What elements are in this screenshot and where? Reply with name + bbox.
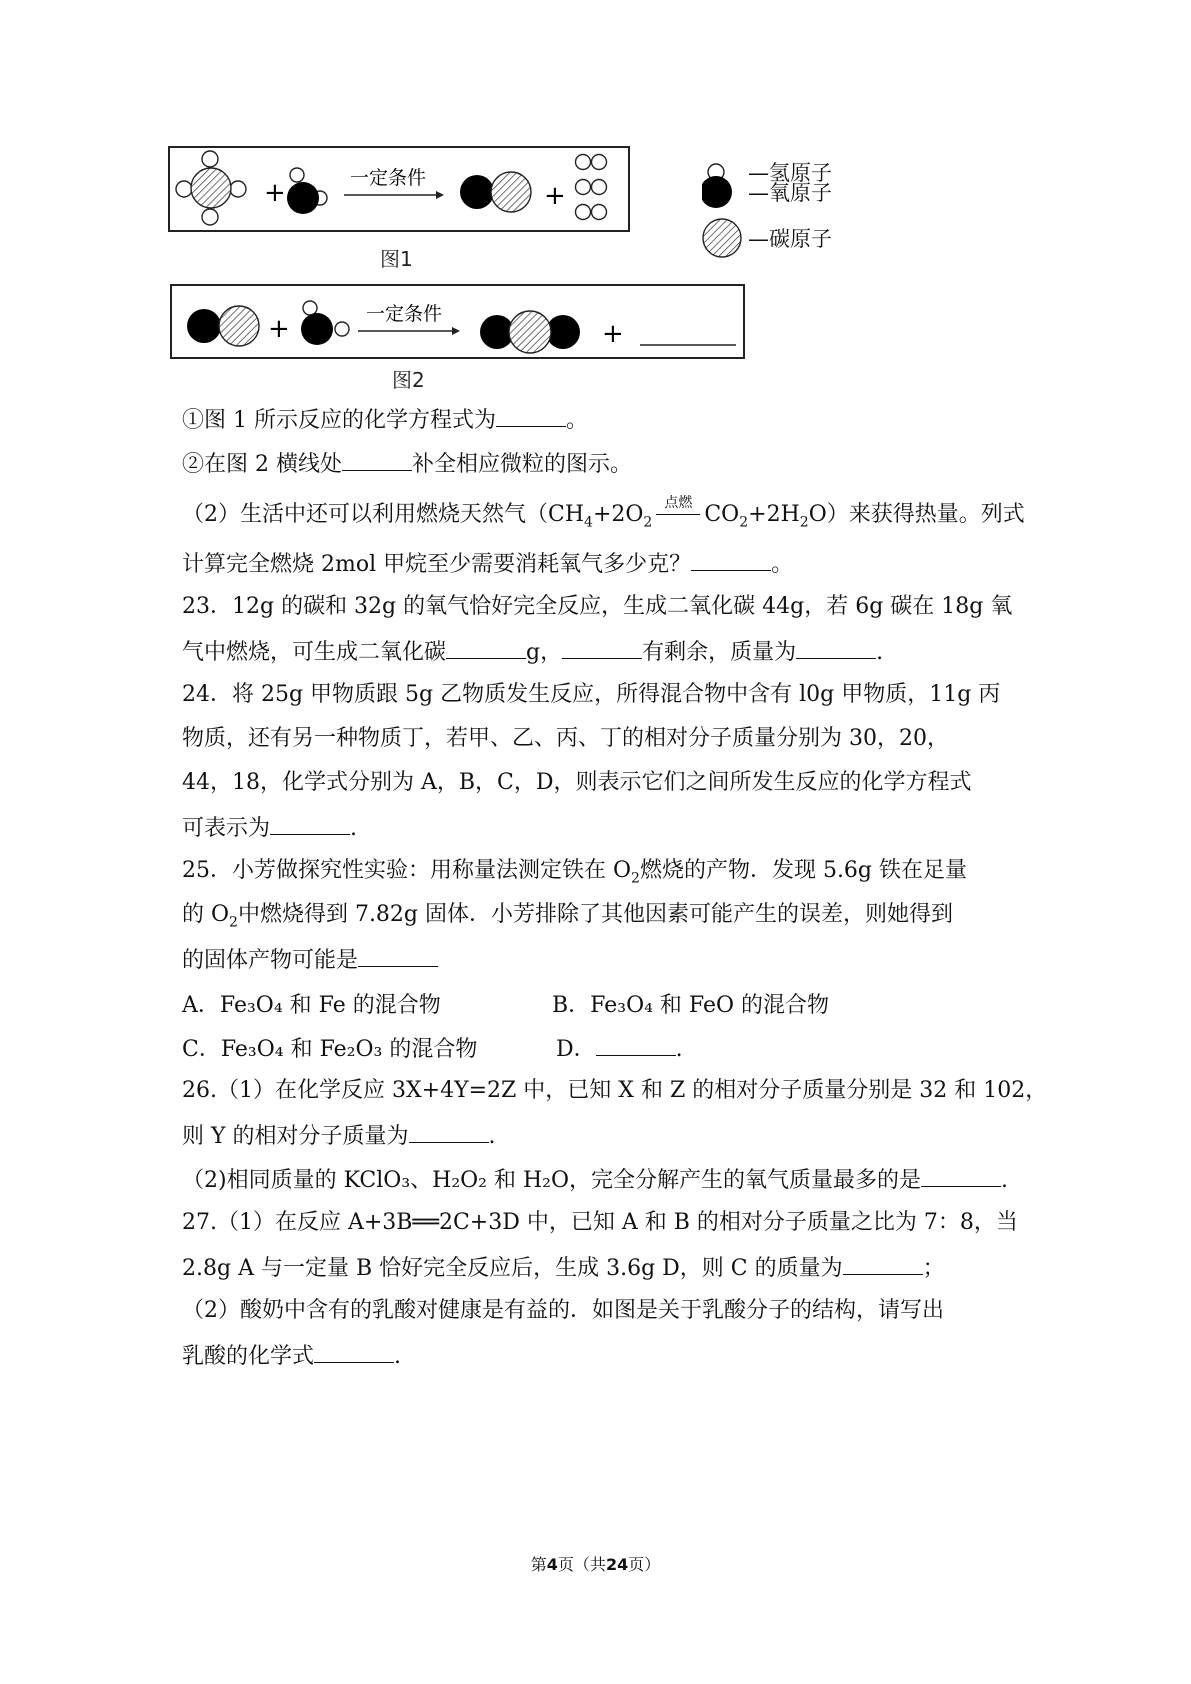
q25-line2-b: 中燃烧得到 7.82g 固体．小芳排除了其他因素可能产生的误差，则她得到 [237, 902, 954, 927]
q23-text-c: 有剩余，质量为 [642, 640, 797, 665]
q2-line2 [182, 548, 1022, 580]
q2-text-d: +2H [748, 502, 800, 527]
q24-line1: 24．将 25g 甲物质跟 5g 乙物质发生反应，所得混合物中含有 l0g 甲物质，11g 丙 [182, 682, 1001, 707]
page-footer [0, 1552, 1191, 1575]
q2-text-b: +2O [592, 502, 644, 527]
carbon-monoxide-molecule [460, 172, 531, 212]
hydrogen-molecules [576, 155, 607, 220]
footer-total-pages: 24 [605, 1555, 629, 1574]
q27-line1: 27.（1）在反应 A+3B══2C+3D 中，已知 A 和 B 的相对分子质量之比为 7：8，当 [182, 1210, 1018, 1235]
legend-carbon-label: —碳原子 [748, 227, 832, 251]
q23-line1: 23．12g 的碳和 32g 的氧气恰好完全反应，生成二氧化碳 44g，若 6g 碳在 18g 氧 [182, 594, 1013, 619]
co-molecule [187, 306, 259, 346]
combustion-arrow [652, 495, 704, 530]
answer-blank[interactable] [921, 1164, 1001, 1187]
q25-option-d-end: . [675, 1037, 683, 1062]
q25-line2-a: 的 O [182, 902, 230, 927]
q25-option-d[interactable] [556, 1032, 683, 1063]
q26-line2-end: . [488, 1124, 496, 1149]
q1-item2 [182, 448, 1022, 480]
q26-line3 [182, 1164, 1022, 1196]
answer-blank[interactable] [358, 944, 438, 967]
q25-option-b[interactable]: B．Fe₃O₄ 和 FeO 的混合物 [552, 993, 830, 1018]
q23-text-a: 气中燃烧，可生成二氧化碳 [182, 640, 447, 665]
q25-option-c[interactable]: C．Fe₃O₄ 和 Fe₂O₃ 的混合物 [182, 1037, 478, 1062]
answer-blank[interactable] [270, 812, 350, 835]
q26-line2 [182, 1120, 1022, 1152]
figure-1-condition: 一定条件 [350, 167, 427, 189]
combustion-condition: 点燃 [664, 495, 693, 511]
figure-2 [170, 284, 746, 360]
q27-line4 [182, 1340, 1022, 1372]
q24-line2: 物质，还有另一种物质丁，若甲、乙、丙、丁的相对分子质量分别为 30，20， [182, 726, 949, 751]
footer-middle: 页（共 [557, 1555, 606, 1574]
q27-line2-end: ； [922, 1256, 945, 1281]
q26-line1: 26.（1）在化学反应 3X+4Y=2Z 中，已知 X 和 Z 的相对分子质量分别是 32 和 102， [182, 1078, 1048, 1103]
q27-line3: （2）酸奶中含有的乳酸对健康是有益的．如图是关于乳酸分子的结构，请写出 [182, 1298, 944, 1323]
q2-text-c: CO [704, 502, 740, 527]
legend-oxygen-label: —氧原子 [748, 181, 832, 205]
q27-line4-end: . [394, 1344, 402, 1369]
q25-text-b: 燃烧的产物．发现 5.6g 铁在足量 [639, 858, 968, 883]
q26-line3-text: （2)相同质量的 KClO₃、H₂O₂ 和 H₂O，完全分解产生的氧气质量最多的是 [182, 1168, 922, 1193]
figure-1 [168, 146, 630, 232]
svg-text:+: + [602, 319, 624, 349]
footer-page-number: 4 [546, 1555, 558, 1574]
legend-oxygen [702, 172, 832, 212]
answer-blank[interactable] [342, 448, 412, 471]
q26-line2-text: 则 Y 的相对分子质量为 [182, 1124, 409, 1149]
q1-item2-text-b: 补全相应微粒的图示。 [411, 452, 632, 477]
q2-line1: （2）生活中还可以利用燃烧天然气（$CH_4+2O_2$ 点燃 $CO_2+2H_2O$）来获得热量。列式 [182, 500, 1022, 537]
q1-item1-text: ①图 1 所示反应的化学方程式为 [182, 408, 496, 433]
answer-blank[interactable] [843, 1252, 923, 1275]
q1-item1-end: 。 [565, 408, 588, 433]
q23-line2 [182, 636, 1022, 668]
q23-text-b: g， [526, 640, 563, 665]
q1-item2-text-a: ②在图 2 横线处 [182, 452, 342, 477]
footer-suffix: 页） [628, 1555, 661, 1574]
answer-blank[interactable] [796, 636, 876, 659]
answer-blank[interactable] [409, 1120, 489, 1143]
figure-1-diagram [168, 146, 630, 232]
legend-hydrogen-label: —氢原子 [748, 161, 832, 185]
answer-blank[interactable] [691, 548, 771, 571]
figure-2-condition: 一定条件 [366, 303, 443, 325]
legend-carbon [702, 218, 832, 258]
svg-text:+: + [544, 181, 566, 211]
answer-blank[interactable] [496, 404, 566, 427]
q25-option-d-label: D． [556, 1037, 596, 1062]
q2-text-e: O）来获得热量。列式 [808, 502, 1025, 527]
q25-line3-text: 的固体产物可能是 [182, 948, 359, 973]
q25-line1: 25．小芳做探究性实验：用称量法测定铁在 $O_2$燃烧的产物．发现 5.6g 铁在足量 [182, 858, 968, 887]
q25-line3 [182, 944, 1022, 976]
answer-blank[interactable] [596, 1033, 676, 1056]
co2-molecule [480, 311, 580, 353]
q2-text-a: （2）生活中还可以利用燃烧天然气（CH [182, 502, 585, 527]
q25-option-a[interactable]: A．Fe₃O₄ 和 Fe 的混合物 [182, 993, 441, 1018]
q23-end: . [876, 640, 884, 665]
methane-molecule [176, 151, 246, 225]
q26-line3-end: . [1001, 1168, 1009, 1193]
q24-line3: 44，18，化学式分别为 A，B，C，D，则表示它们之间所发生反应的化学方程式 [182, 770, 972, 795]
figure-2-diagram [170, 284, 746, 360]
q1-item1 [182, 404, 1022, 436]
q24-end: . [350, 816, 358, 841]
q27-line4-text: 乳酸的化学式 [182, 1344, 315, 1369]
svg-text:+: + [268, 314, 290, 344]
svg-text:+: + [264, 178, 286, 208]
q27-line2 [182, 1252, 1022, 1284]
water-molecule-2 [301, 301, 349, 345]
q27-line2-text: 2.8g A 与一定量 B 恰好完全反应后，生成 3.6g D，则 C 的质量为 [182, 1256, 843, 1281]
q25-text-a: 25．小芳做探究性实验：用称量法测定铁在 O [182, 858, 632, 883]
figure-1-caption: 图1 [380, 247, 413, 271]
water-molecule [287, 168, 327, 214]
answer-blank[interactable] [314, 1340, 394, 1363]
footer-prefix: 第 [530, 1555, 547, 1574]
q24-line4 [182, 812, 1022, 844]
q24-text-a: 可表示为 [182, 816, 271, 841]
answer-blank[interactable] [446, 636, 526, 659]
answer-blank[interactable] [562, 636, 642, 659]
figure-2-caption: 图2 [392, 368, 425, 392]
q2-line2-text: 计算完全燃烧 2mol 甲烷至少需要消耗氧气多少克？ [182, 552, 692, 577]
q2-line2-end: 。 [771, 552, 794, 577]
q25-line2: 的 $O_2$中燃烧得到 7.82g 固体．小芳排除了其他因素可能产生的误差，则她得到 [182, 902, 954, 931]
atom-legend [702, 152, 882, 282]
